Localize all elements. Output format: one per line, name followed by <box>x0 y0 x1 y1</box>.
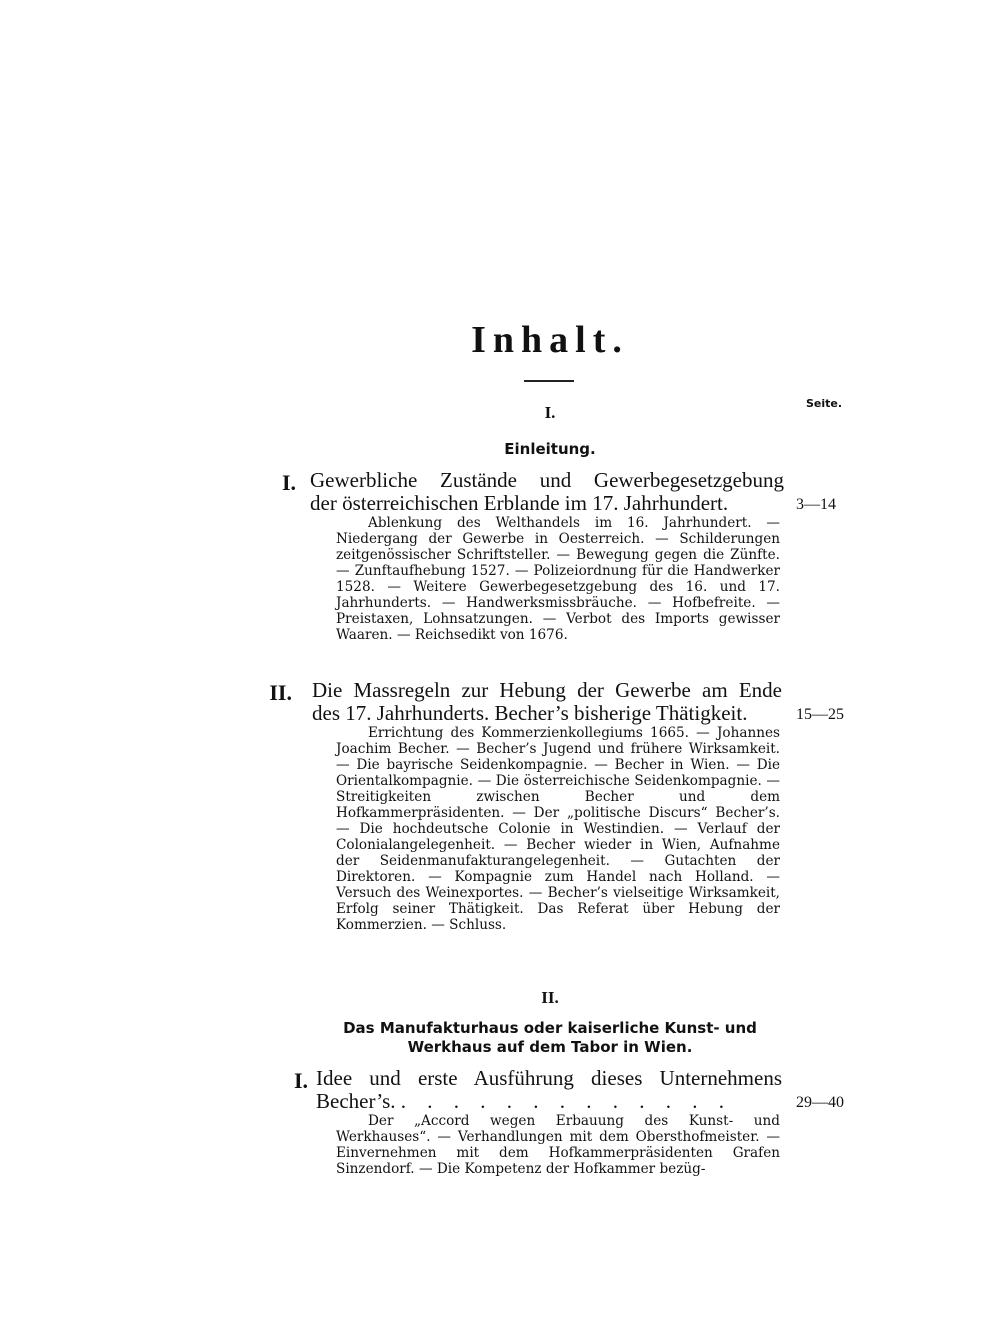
entry-summary: Der „Accord wegen Erbauung des Kunst- und Werkhauses“. — Verhandlungen mit dem Obersthofmeister. — Einvernehmen mit dem Hofkammerpräsidenten Grafen Sinzendorf. — Die Kompetenz der Hofkammer bezüg- <box>336 1113 780 1177</box>
entry-pages: 29—40 <box>796 1094 844 1111</box>
entry-heading-line: Die Massregeln zur Hebung der Gewerbe am Ende <box>312 678 782 702</box>
entry-heading <box>310 469 784 515</box>
leader-dots: . . . . . . . . . . . . . <box>400 1089 732 1113</box>
entry-heading <box>312 679 782 725</box>
entry-heading-text: Becher’s. <box>316 1089 396 1113</box>
part-title-line: Das Manufakturhaus oder kaiserliche Kunst- und <box>343 1019 757 1037</box>
title-rule <box>524 380 574 382</box>
entry-heading <box>316 1067 782 1113</box>
entry-heading-line: des 17. Jahrhunderts. Becher’s bisherige Thätigkeit. <box>312 701 748 725</box>
entry-numeral: I. <box>281 470 296 495</box>
entry-heading-line <box>316 1090 782 1113</box>
page-title: Inhalt. <box>471 319 629 361</box>
entry-summary: Errichtung des Kommerzienkollegiums 1665. — Johannes Joachim Becher. — Becher’s Jugend und frühere Wirksamkeit. — Die bayrische Seidenkompagnie. — Becher in Wien. — Die Orientalkompagnie. — Die österreichische Seidenkompagnie. — Streitigkeiten zwischen Becher und dem Hofkammerpräsidenten. — Der „politische Discurs“ Becher’s. — Die hochdeutsche Colonie in Westindien. — Verlauf der Colonialangelegenheit. — Becher wieder in Wien, Aufnahme der Seidenmanufakturangelegenheit. — Gutachten der Direktoren. — Kompagnie zum Handel nach Holland. — Versuch des Weinexportes. — Becher’s vielseitige Wirksamkeit, Erfolg seiner Thätigkeit. Das Referat über Hebung der Kommerzien. — Schluss. <box>336 725 780 933</box>
entry-numeral: I. <box>293 1068 308 1093</box>
seite-label: Seite. <box>806 397 843 410</box>
entry-heading-line: Gewerbliche Zustände und Gewerbegesetzgebung <box>310 468 784 492</box>
entry-pages: 15—25 <box>796 706 844 723</box>
entry-pages: 3—14 <box>796 496 836 513</box>
entry-numeral: II. <box>269 680 292 705</box>
part-title-line: Werkhaus auf dem Tabor in Wien. <box>407 1038 693 1056</box>
part-numeral: II. <box>541 988 559 1007</box>
part-title: Einleitung. <box>504 440 596 458</box>
entry-summary: Ablenkung des Welthandels im 16. Jahrhundert. — Niedergang der Gewerbe in Oesterreich. — Schilderungen zeitgenössischer Schriftsteller. — Bewegung gegen die Zünfte. — Zunftaufhebung 1527. — Polizeiordnung für die Handwerker 1528. — Weitere Gewerbegesetzgebung des 16. und 17. Jahrhunderts. — Handwerksmissbräuche. — Hofbefreite. — Preistaxen, Lohnsatzungen. — Verbot des Imports gewisser Waaren. — Reichsedikt von 1676. <box>336 515 780 643</box>
entry-heading-line: Idee und erste Ausführung dieses Unternehmens <box>316 1066 782 1090</box>
part-numeral: I. <box>544 403 556 422</box>
entry-heading-line: der österreichischen Erblande im 17. Jahrhundert. <box>310 491 729 515</box>
part-title <box>250 1019 850 1057</box>
